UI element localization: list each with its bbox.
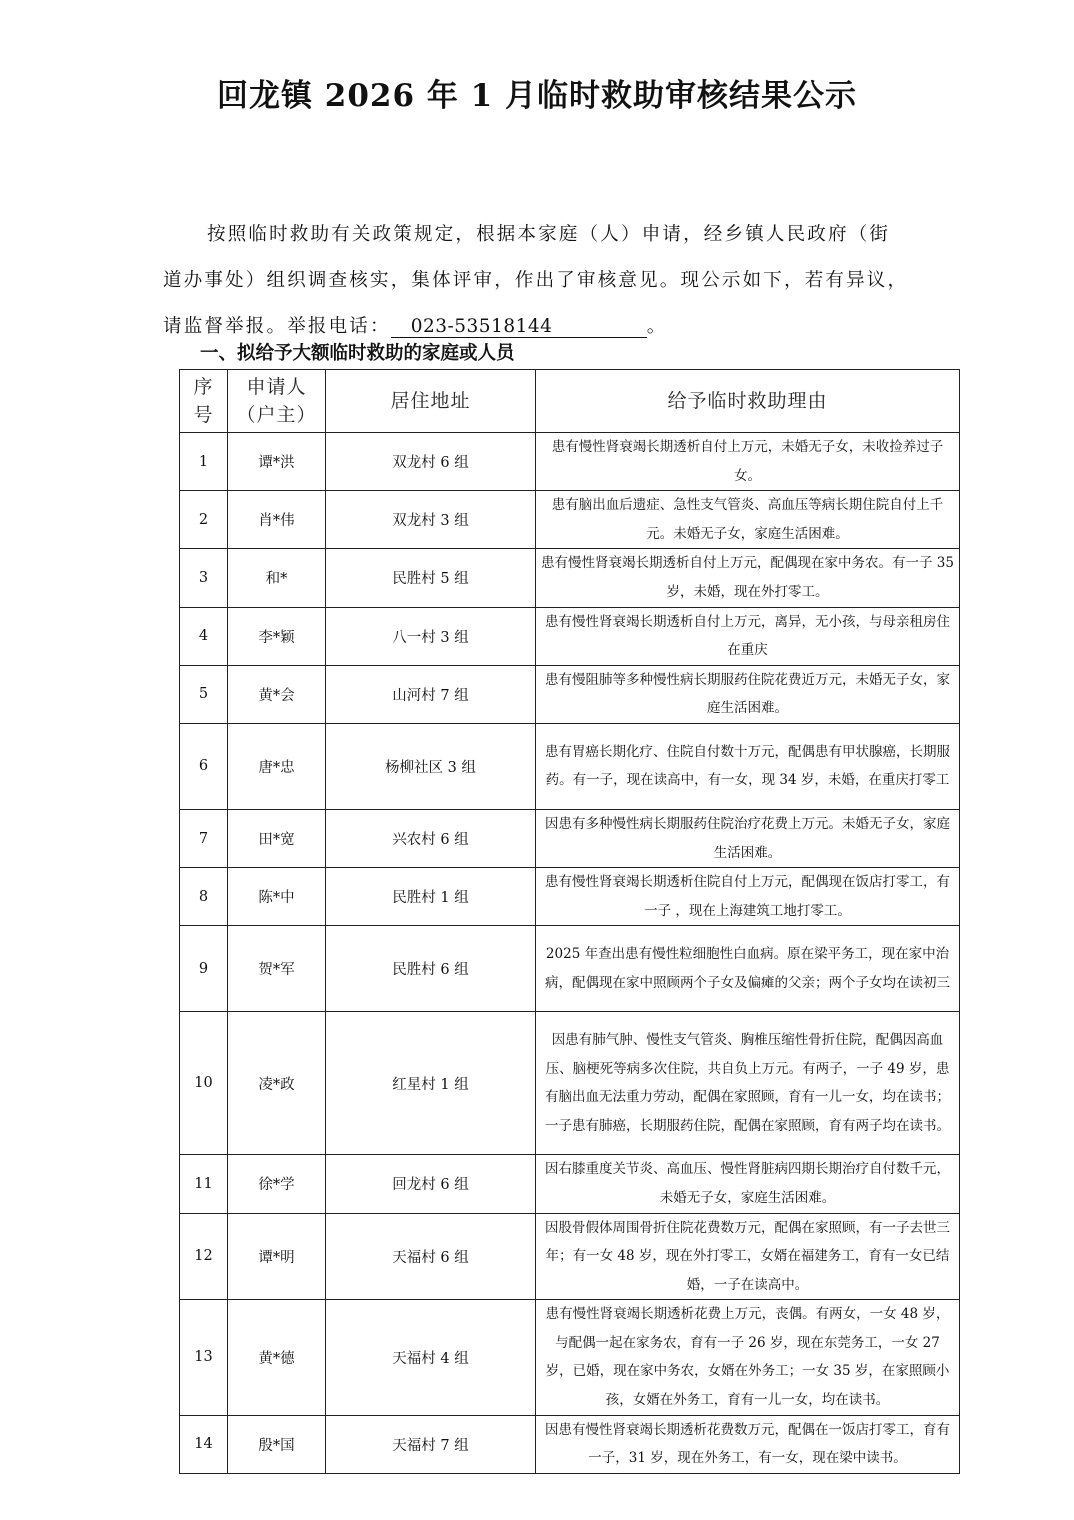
residence-address: 民胜村 6 组 (326, 926, 536, 1012)
row-number: 6 (180, 723, 228, 809)
applicant-name: 黄*会 (228, 665, 326, 723)
residence-address: 天福村 4 组 (326, 1300, 536, 1415)
header-address: 居住地址 (326, 370, 536, 433)
residence-address: 民胜村 1 组 (326, 868, 536, 926)
row-number: 13 (180, 1300, 228, 1415)
table-row (180, 665, 960, 723)
table-row (180, 1012, 960, 1155)
applicant-name: 谭*明 (228, 1213, 326, 1300)
relief-reason: 因患有多种慢性病长期服药住院治疗花费上万元。未婚无子女，家庭生活困难。 (536, 809, 960, 867)
relief-reason: 2025 年查出患有慢性粒细胞性白血病。原在梁平务工，现在家中治病，配偶现在家中照顾两个子女及偏瘫的父亲；两个子女均在读初三 (536, 926, 960, 1012)
residence-address: 兴农村 6 组 (326, 809, 536, 867)
table-row (180, 549, 960, 607)
row-number: 4 (180, 607, 228, 665)
residence-address: 红星村 1 组 (326, 1012, 536, 1155)
residence-address: 双龙村 6 组 (326, 433, 536, 491)
table-row (180, 868, 960, 926)
row-number: 12 (180, 1213, 228, 1300)
report-phone-number: 023-53518144 (391, 317, 647, 338)
intro-line-1: 按照临时救助有关政策规定，根据本家庭（人）申请，经乡镇人民政府（街 (207, 224, 891, 245)
residence-address: 天福村 6 组 (326, 1213, 536, 1300)
relief-reason: 患有慢性肾衰竭长期透析花费上万元，丧偶。有两女，一女 48 岁，与配偶一起在家务农，育有一子 26 岁，现在东莞务工，一女 27 岁，已婚，现在家中务农，女婿在外务工；一女 35 岁，在家照顾小孩，女婿在外务工，育有一儿一女，均在读书。 (536, 1300, 960, 1415)
relief-reason: 因患有肺气肿、慢性支气管炎、胸椎压缩性骨折住院，配偶因高血压、脑梗死等病多次住院，共自负上万元。有两子，一子 49 岁，患有脑出血无法重力劳动，配偶在家照顾，育有一儿一女，均在读书；一子患有肺癌，长期服药住院，配偶在家照顾，育有两子均在读书。 (536, 1012, 960, 1155)
intro-paragraph (163, 212, 923, 350)
relief-reason: 因右膝重度关节炎、高血压、慢性肾脏病四期长期治疗自付数千元，未婚无子女，家庭生活困难。 (536, 1155, 960, 1213)
header-applicant-line-1: 申请人 (246, 376, 307, 398)
residence-address: 山河村 7 组 (326, 665, 536, 723)
header-seq-line-1: 序 (193, 376, 214, 398)
applicant-name: 凌*政 (228, 1012, 326, 1155)
applicant-name: 殷*国 (228, 1415, 326, 1473)
applicant-name: 李*颖 (228, 607, 326, 665)
relief-table (179, 369, 960, 1474)
table-row (180, 809, 960, 867)
residence-address: 双龙村 3 组 (326, 491, 536, 549)
applicant-name: 肖*伟 (228, 491, 326, 549)
applicant-name: 贺*军 (228, 926, 326, 1012)
table-row (180, 433, 960, 491)
header-applicant (228, 370, 326, 433)
residence-address: 杨柳社区 3 组 (326, 723, 536, 809)
relief-reason: 患有脑出血后遗症、急性支气管炎、高血压等病长期住院自付上千元。未婚无子女，家庭生活困难。 (536, 491, 960, 549)
section-heading: 一、拟给予大额临时救助的家庭或人员 (200, 343, 515, 364)
table-row (180, 723, 960, 809)
applicant-name: 徐*学 (228, 1155, 326, 1213)
table-row (180, 607, 960, 665)
table-row (180, 491, 960, 549)
relief-reason: 患有慢性肾衰竭长期透析住院自付上万元，配偶现在饭店打零工，有一子 ，现在上海建筑工地打零工。 (536, 868, 960, 926)
table-row (180, 1415, 960, 1473)
row-number: 1 (180, 433, 228, 491)
applicant-name: 唐*忠 (228, 723, 326, 809)
applicant-name: 陈*中 (228, 868, 326, 926)
header-seq (180, 370, 228, 433)
residence-address: 天福村 7 组 (326, 1415, 536, 1473)
header-reason: 给予临时救助理由 (536, 370, 960, 433)
relief-reason: 患有慢性肾衰竭长期透析自付上万元，离异，无小孩，与母亲租房住在重庆 (536, 607, 960, 665)
relief-reason: 患有慢阻肺等多种慢性病长期服药住院花费近万元，未婚无子女，家庭生活困难。 (536, 665, 960, 723)
row-number: 11 (180, 1155, 228, 1213)
row-number: 8 (180, 868, 228, 926)
applicant-name: 谭*洪 (228, 433, 326, 491)
relief-reason: 患有胃癌长期化疗、住院自付数十万元，配偶患有甲状腺癌，长期服药。有一子，现在读高中，有一女，现 34 岁，未婚，在重庆打零工 (536, 723, 960, 809)
row-number: 10 (180, 1012, 228, 1155)
row-number: 5 (180, 665, 228, 723)
header-seq-line-2: 号 (193, 404, 214, 426)
relief-reason: 患有慢性肾衰竭长期透析自付上万元，未婚无子女，未收捡养过子女。 (536, 433, 960, 491)
row-number: 9 (180, 926, 228, 1012)
table-row (180, 1213, 960, 1300)
applicant-name: 田*宽 (228, 809, 326, 867)
applicant-name: 和* (228, 549, 326, 607)
residence-address: 八一村 3 组 (326, 607, 536, 665)
relief-reason: 患有慢性肾衰竭长期透析自付上万元，配偶现在家中务农。有一子 35 岁，未婚，现在外打零工。 (536, 549, 960, 607)
page-title: 回龙镇 2026 年 1 月临时救助审核结果公示 (216, 78, 858, 114)
row-number: 3 (180, 549, 228, 607)
applicant-name: 黄*德 (228, 1300, 326, 1415)
row-number: 14 (180, 1415, 228, 1473)
row-number: 2 (180, 491, 228, 549)
row-number: 7 (180, 809, 228, 867)
table-header-row (180, 370, 960, 433)
intro-period: 。 (646, 316, 668, 337)
table-row (180, 1155, 960, 1213)
table-row (180, 1300, 960, 1415)
table-row (180, 926, 960, 1012)
residence-address: 回龙村 6 组 (326, 1155, 536, 1213)
header-applicant-line-2: （户主） (236, 404, 317, 426)
relief-reason: 因患有慢性肾衰竭长期透析花费数万元，配偶在一饭店打零工，育有一子，31 岁，现在外务工，有一女，现在梁中读书。 (536, 1415, 960, 1473)
relief-reason: 因股骨假体周围骨折住院花费数万元，配偶在家照顾，有一子去世三年；有一女 48 岁，现在外打零工，女婿在福建务工，育有一女已结婚，一子在读高中。 (536, 1213, 960, 1300)
report-prompt: 请监督举报。举报电话： (163, 316, 391, 337)
residence-address: 民胜村 5 组 (326, 549, 536, 607)
intro-line-2: 道办事处）组织调查核实，集体评审，作出了审核意见。现公示如下，若有异议， (163, 270, 909, 291)
